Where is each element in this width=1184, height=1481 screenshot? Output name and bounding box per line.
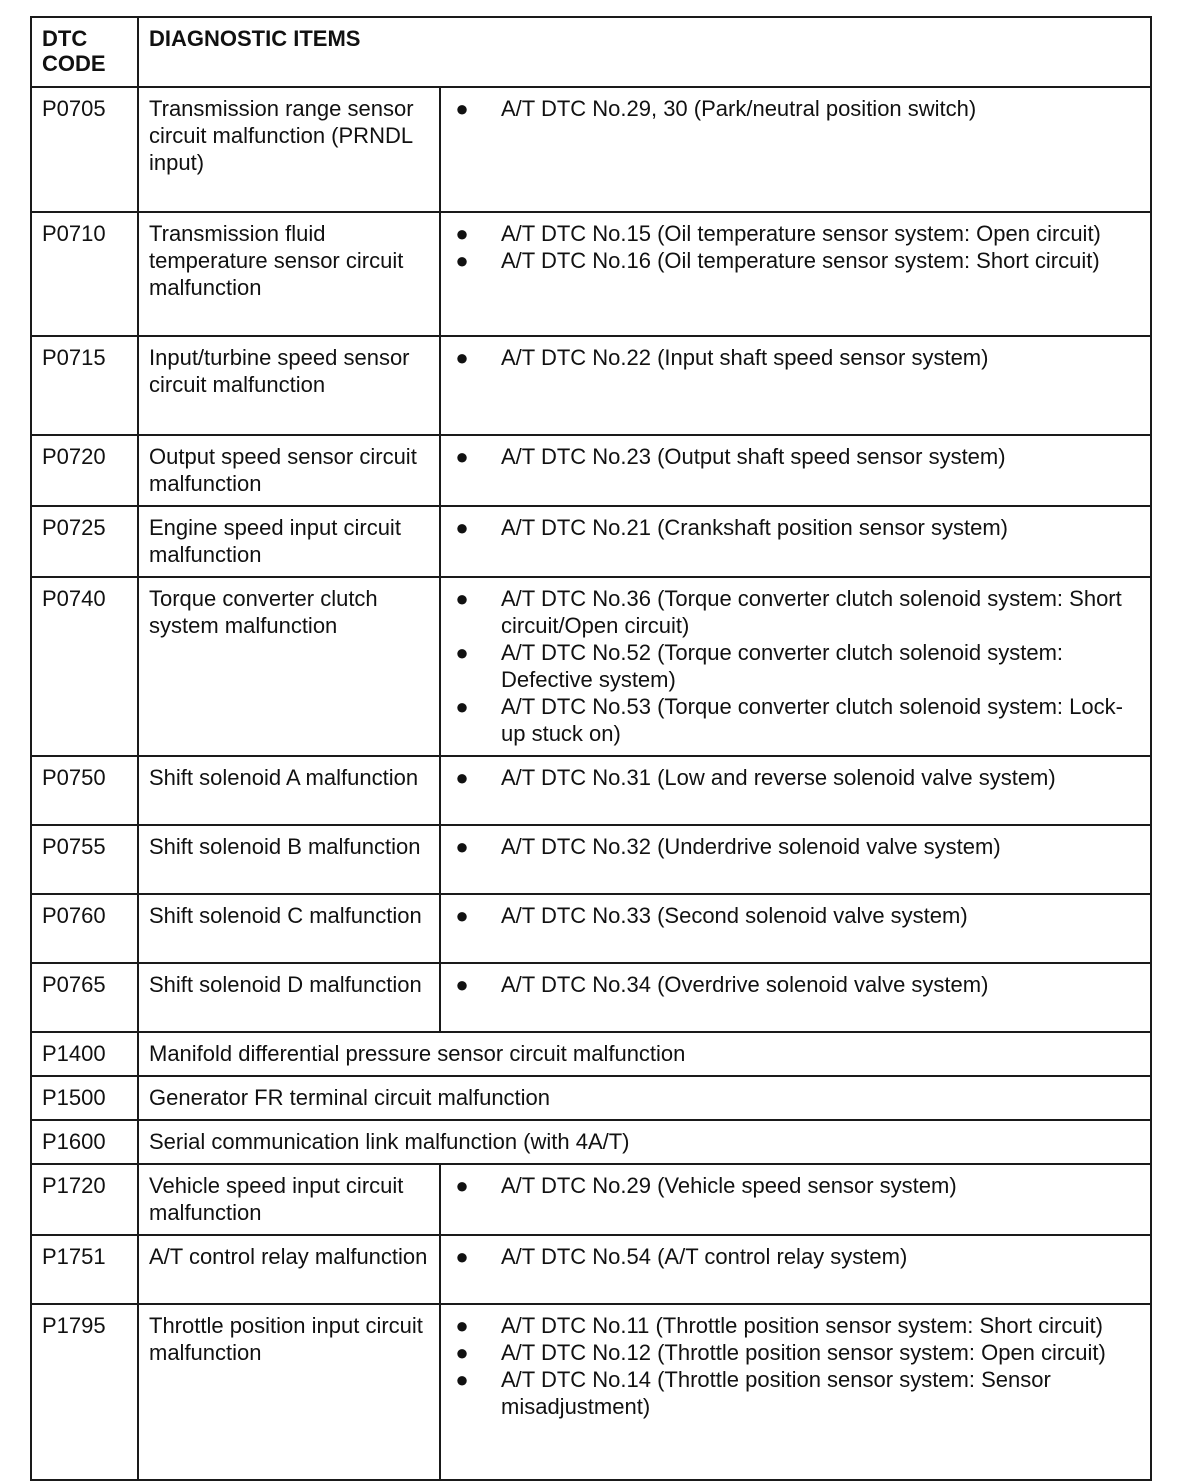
at-dtc-item [451,247,1142,274]
bullet-icon: ● [455,1244,469,1269]
dtc-code: P0755 [42,834,106,859]
bullet-icon: ● [455,96,469,121]
at-dtc-text: A/T DTC No.15 (Oil temperature sensor system: Open circuit) [501,221,1101,246]
dtc-table [30,16,1152,1481]
at-dtc-item [451,764,1142,791]
bullet-icon: ● [455,903,469,928]
diagnostic-item-cell [138,1120,1151,1164]
dtc-code: P0765 [42,972,106,997]
diagnostic-item-text: Transmission range sensor circuit malfunction (PRNDL input) [149,96,414,175]
diagnostic-item-text: Serial communication link malfunction (with 4A/T) [149,1129,630,1154]
at-dtc-list [451,95,1142,122]
bullet-icon: ● [455,640,469,665]
table-row [31,894,1151,963]
dtc-code: P1720 [42,1173,106,1198]
bullet-icon: ● [455,515,469,540]
at-dtc-list [451,902,1142,929]
diagnostic-item-cell [138,212,440,336]
dtc-code: P1500 [42,1085,106,1110]
at-dtc-item [451,902,1142,929]
bullet-icon: ● [455,834,469,859]
diagnostic-item-text: Transmission fluid temperature sensor circuit malfunction [149,221,404,300]
dtc-code-cell [31,577,138,756]
at-dtc-item [451,585,1142,639]
at-dtc-text: A/T DTC No.22 (Input shaft speed sensor system) [501,345,989,370]
diagnostic-item-text: Shift solenoid C malfunction [149,903,422,928]
at-dtc-cell [440,336,1151,435]
dtc-code: P0710 [42,221,106,246]
at-dtc-cell [440,1304,1151,1480]
diagnostic-item-text: Output speed sensor circuit malfunction [149,444,417,496]
at-dtc-text: A/T DTC No.54 (A/T control relay system) [501,1244,908,1269]
dtc-code-cell [31,1120,138,1164]
dtc-code-cell [31,1304,138,1480]
table-row [31,1235,1151,1304]
dtc-code-cell [31,1032,138,1076]
table-row [31,336,1151,435]
diagnostic-item-cell [138,1304,440,1480]
dtc-code-cell [31,1164,138,1235]
dtc-code-cell [31,87,138,212]
header-diagnostic-items [138,17,1151,87]
at-dtc-item [451,833,1142,860]
diagnostic-item-cell [138,577,440,756]
dtc-code: P1795 [42,1313,106,1338]
diagnostic-item-cell [138,336,440,435]
dtc-code: P0750 [42,765,106,790]
dtc-code-cell [31,825,138,894]
dtc-code: P0740 [42,586,106,611]
at-dtc-list [451,585,1142,747]
diagnostic-item-text: Vehicle speed input circuit malfunction [149,1173,404,1225]
bullet-icon: ● [455,248,469,273]
diagnostic-item-text: Generator FR terminal circuit malfunction [149,1085,551,1110]
at-dtc-list [451,514,1142,541]
diagnostic-item-cell [138,756,440,825]
at-dtc-text: A/T DTC No.29 (Vehicle speed sensor system) [501,1173,957,1198]
at-dtc-text: A/T DTC No.33 (Second solenoid valve system) [501,903,968,928]
at-dtc-list [451,1312,1142,1420]
at-dtc-list [451,764,1142,791]
table-row [31,825,1151,894]
at-dtc-cell [440,87,1151,212]
at-dtc-text: A/T DTC No.36 (Torque converter clutch solenoid system: Short circuit/Open circuit) [501,586,1122,638]
table-row [31,212,1151,336]
at-dtc-text: A/T DTC No.11 (Throttle position sensor system: Short circuit) [501,1313,1103,1338]
bullet-icon: ● [455,1313,469,1338]
dtc-code-cell [31,756,138,825]
at-dtc-list [451,1243,1142,1270]
diagnostic-item-text: Torque converter clutch system malfunction [149,586,378,638]
at-dtc-text: A/T DTC No.34 (Overdrive solenoid valve system) [501,972,989,997]
diagnostic-item-text: Engine speed input circuit malfunction [149,515,401,567]
table-row [31,756,1151,825]
at-dtc-text: A/T DTC No.14 (Throttle position sensor system: Sensor misadjustment) [501,1367,1051,1419]
dtc-code-cell [31,963,138,1032]
dtc-code-cell [31,1076,138,1120]
at-dtc-list [451,833,1142,860]
table-row [31,506,1151,577]
bullet-icon: ● [455,586,469,611]
diagnostic-item-cell [138,1076,1151,1120]
bullet-icon: ● [455,765,469,790]
at-dtc-cell [440,506,1151,577]
at-dtc-item [451,220,1142,247]
at-dtc-item [451,639,1142,693]
bullet-icon: ● [455,221,469,246]
bullet-icon: ● [455,694,469,719]
diagnostic-item-cell [138,1235,440,1304]
bullet-icon: ● [455,972,469,997]
diagnostic-item-cell [138,825,440,894]
at-dtc-text: A/T DTC No.21 (Crankshaft position sensor system) [501,515,1008,540]
diagnostic-item-cell [138,1164,440,1235]
at-dtc-item [451,1366,1142,1420]
table-row [31,1032,1151,1076]
table-row [31,435,1151,506]
header-dtc-code [31,17,138,87]
at-dtc-cell [440,435,1151,506]
at-dtc-text: A/T DTC No.23 (Output shaft speed sensor system) [501,444,1006,469]
at-dtc-cell [440,894,1151,963]
diagnostic-item-cell [138,963,440,1032]
at-dtc-text: A/T DTC No.31 (Low and reverse solenoid valve system) [501,765,1056,790]
bullet-icon: ● [455,1340,469,1365]
dtc-code: P0705 [42,96,106,121]
at-dtc-item [451,514,1142,541]
diagnostic-item-cell [138,506,440,577]
table-row [31,577,1151,756]
at-dtc-list [451,344,1142,371]
at-dtc-cell [440,577,1151,756]
table-row [31,1076,1151,1120]
bullet-icon: ● [455,345,469,370]
dtc-table-body [31,87,1151,1480]
at-dtc-item [451,1339,1142,1366]
diagnostic-item-text: Input/turbine speed sensor circuit malfunction [149,345,410,397]
at-dtc-text: A/T DTC No.32 (Underdrive solenoid valve system) [501,834,1001,859]
dtc-code: P1400 [42,1041,106,1066]
at-dtc-item [451,1312,1142,1339]
at-dtc-list [451,971,1142,998]
dtc-code: P0760 [42,903,106,928]
at-dtc-text: A/T DTC No.52 (Torque converter clutch solenoid system: Defective system) [501,640,1064,692]
at-dtc-item [451,95,1142,122]
header-row [31,17,1151,87]
at-dtc-text: A/T DTC No.29, 30 (Park/neutral position switch) [501,96,977,121]
at-dtc-item [451,693,1142,747]
at-dtc-cell [440,212,1151,336]
diagnostic-item-cell [138,435,440,506]
diagnostic-item-cell [138,87,440,212]
bullet-icon: ● [455,1367,469,1392]
table-row [31,87,1151,212]
diagnostic-item-text: Shift solenoid B malfunction [149,834,421,859]
bullet-icon: ● [455,1173,469,1198]
table-row [31,1304,1151,1480]
at-dtc-cell [440,756,1151,825]
at-dtc-item [451,1243,1142,1270]
at-dtc-item [451,971,1142,998]
diagnostic-item-text: Manifold differential pressure sensor circuit malfunction [149,1041,686,1066]
dtc-code-cell [31,1235,138,1304]
at-dtc-cell [440,1235,1151,1304]
dtc-code: P0725 [42,515,106,540]
diagnostic-item-text: Shift solenoid D malfunction [149,972,422,997]
diagnostic-item-text: Shift solenoid A malfunction [149,765,419,790]
dtc-code-cell [31,336,138,435]
dtc-code: P0715 [42,345,106,370]
dtc-code-cell [31,506,138,577]
table-row [31,1120,1151,1164]
dtc-code-cell [31,435,138,506]
dtc-code: P0720 [42,444,106,469]
at-dtc-cell [440,825,1151,894]
dtc-code: P1751 [42,1244,106,1269]
at-dtc-list [451,1172,1142,1199]
at-dtc-item [451,1172,1142,1199]
at-dtc-item [451,344,1142,371]
table-row [31,963,1151,1032]
header-dtc-code-label: DTC CODE [42,26,106,76]
at-dtc-cell [440,963,1151,1032]
dtc-code-cell [31,894,138,963]
dtc-code: P1600 [42,1129,106,1154]
at-dtc-item [451,443,1142,470]
diagnostic-item-text: A/T control relay malfunction [149,1244,428,1269]
diagnostic-item-cell [138,1032,1151,1076]
at-dtc-text: A/T DTC No.16 (Oil temperature sensor system: Short circuit) [501,248,1100,273]
at-dtc-text: A/T DTC No.53 (Torque converter clutch solenoid system: Lock-up stuck on) [501,694,1123,746]
bullet-icon: ● [455,444,469,469]
diagnostic-item-text: Throttle position input circuit malfunction [149,1313,423,1365]
diagnostic-item-cell [138,894,440,963]
at-dtc-text: A/T DTC No.12 (Throttle position sensor system: Open circuit) [501,1340,1106,1365]
table-row [31,1164,1151,1235]
dtc-code-cell [31,212,138,336]
at-dtc-cell [440,1164,1151,1235]
at-dtc-list [451,443,1142,470]
header-diagnostic-items-label: DIAGNOSTIC ITEMS [149,26,361,51]
at-dtc-list [451,220,1142,274]
